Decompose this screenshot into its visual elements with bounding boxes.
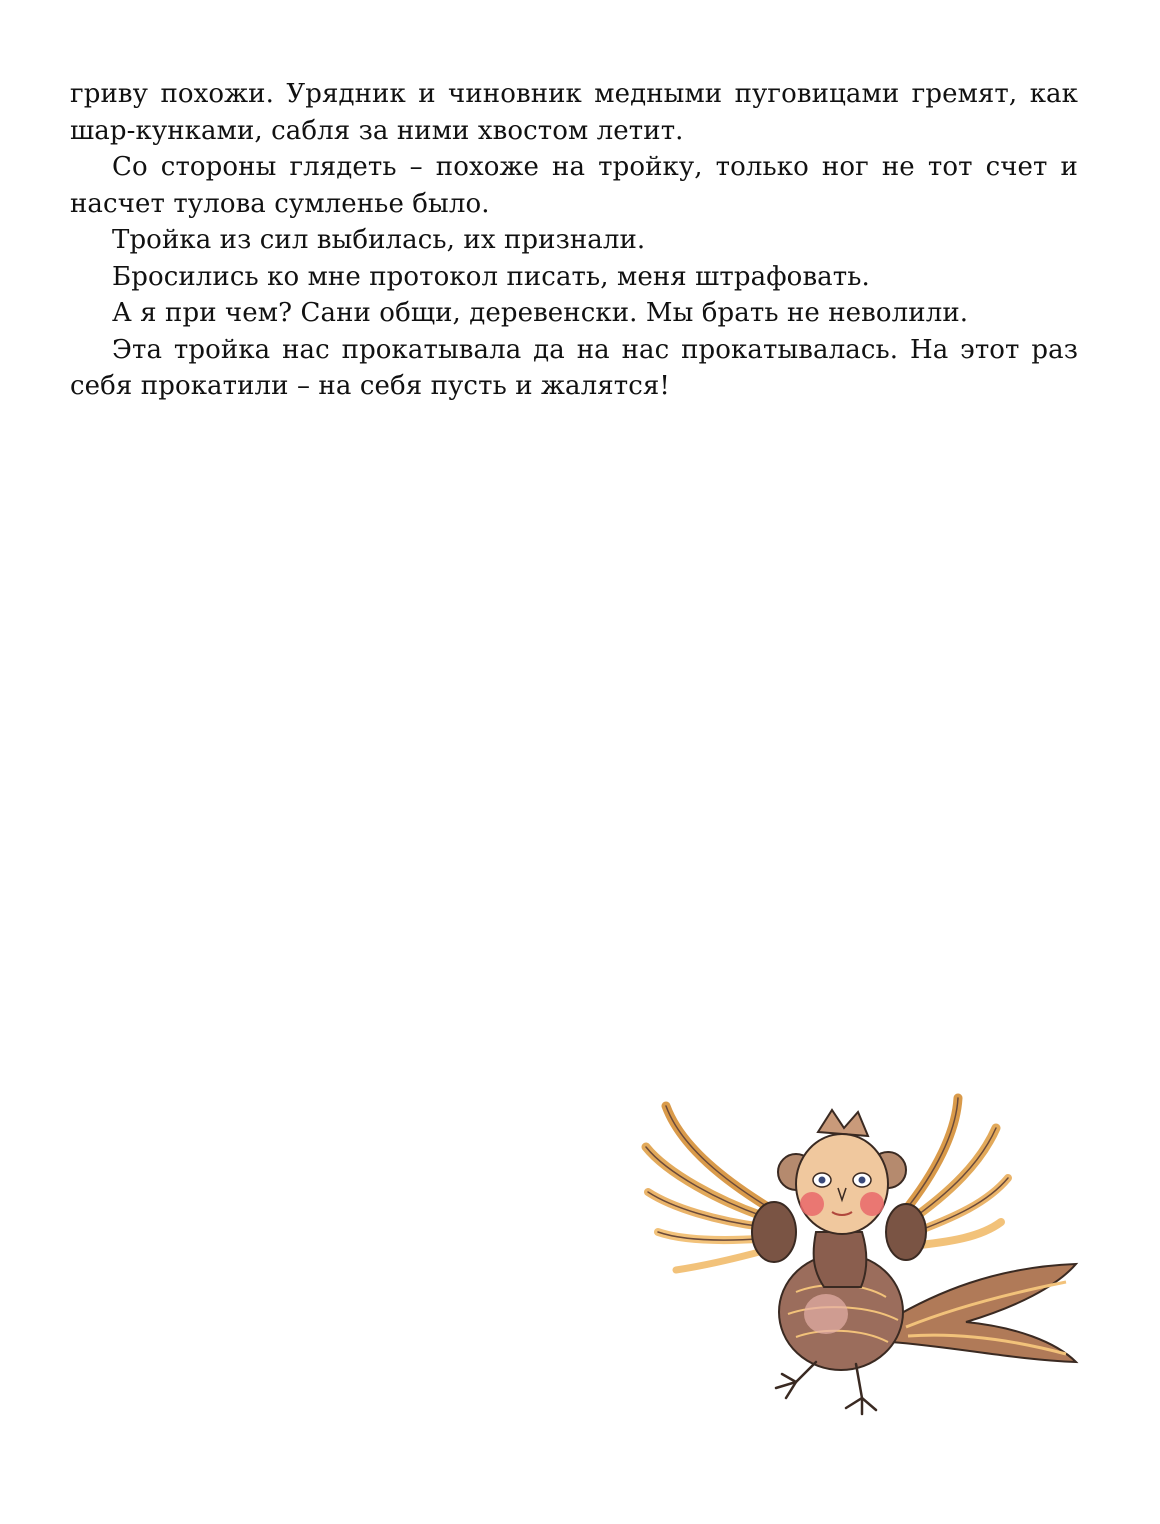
paragraph-4: Бросились ко мне протокол писать, меня штрафовать. (112, 261, 870, 292)
paragraph-3: Тройка из сил выбилась, их признали. (112, 225, 646, 255)
head (778, 1110, 906, 1234)
firebird-illustration (636, 1092, 1086, 1424)
paragraph-1: гриву похожи. Урядник и чиновник медными пуговицами гремят, как шар-кунками, сабля за ними хвостом летит. (70, 79, 1078, 146)
paragraph-5: А я при чем? Сани общи, деревенски. Мы брать не неволили. (112, 298, 969, 328)
story-text (70, 76, 1078, 405)
legs (776, 1362, 876, 1414)
paragraph-2: Со стороны глядеть – похоже на тройку, только ног не тот счет и насчет тулова сумленье было. (70, 152, 1078, 219)
tail (886, 1264, 1076, 1362)
neck (814, 1232, 867, 1287)
paragraph-6: Эта тройка нас прокатывала да на нас прокатывалась. На этот раз себя прокатили – на себя пусть и жалятся! (70, 334, 1078, 401)
